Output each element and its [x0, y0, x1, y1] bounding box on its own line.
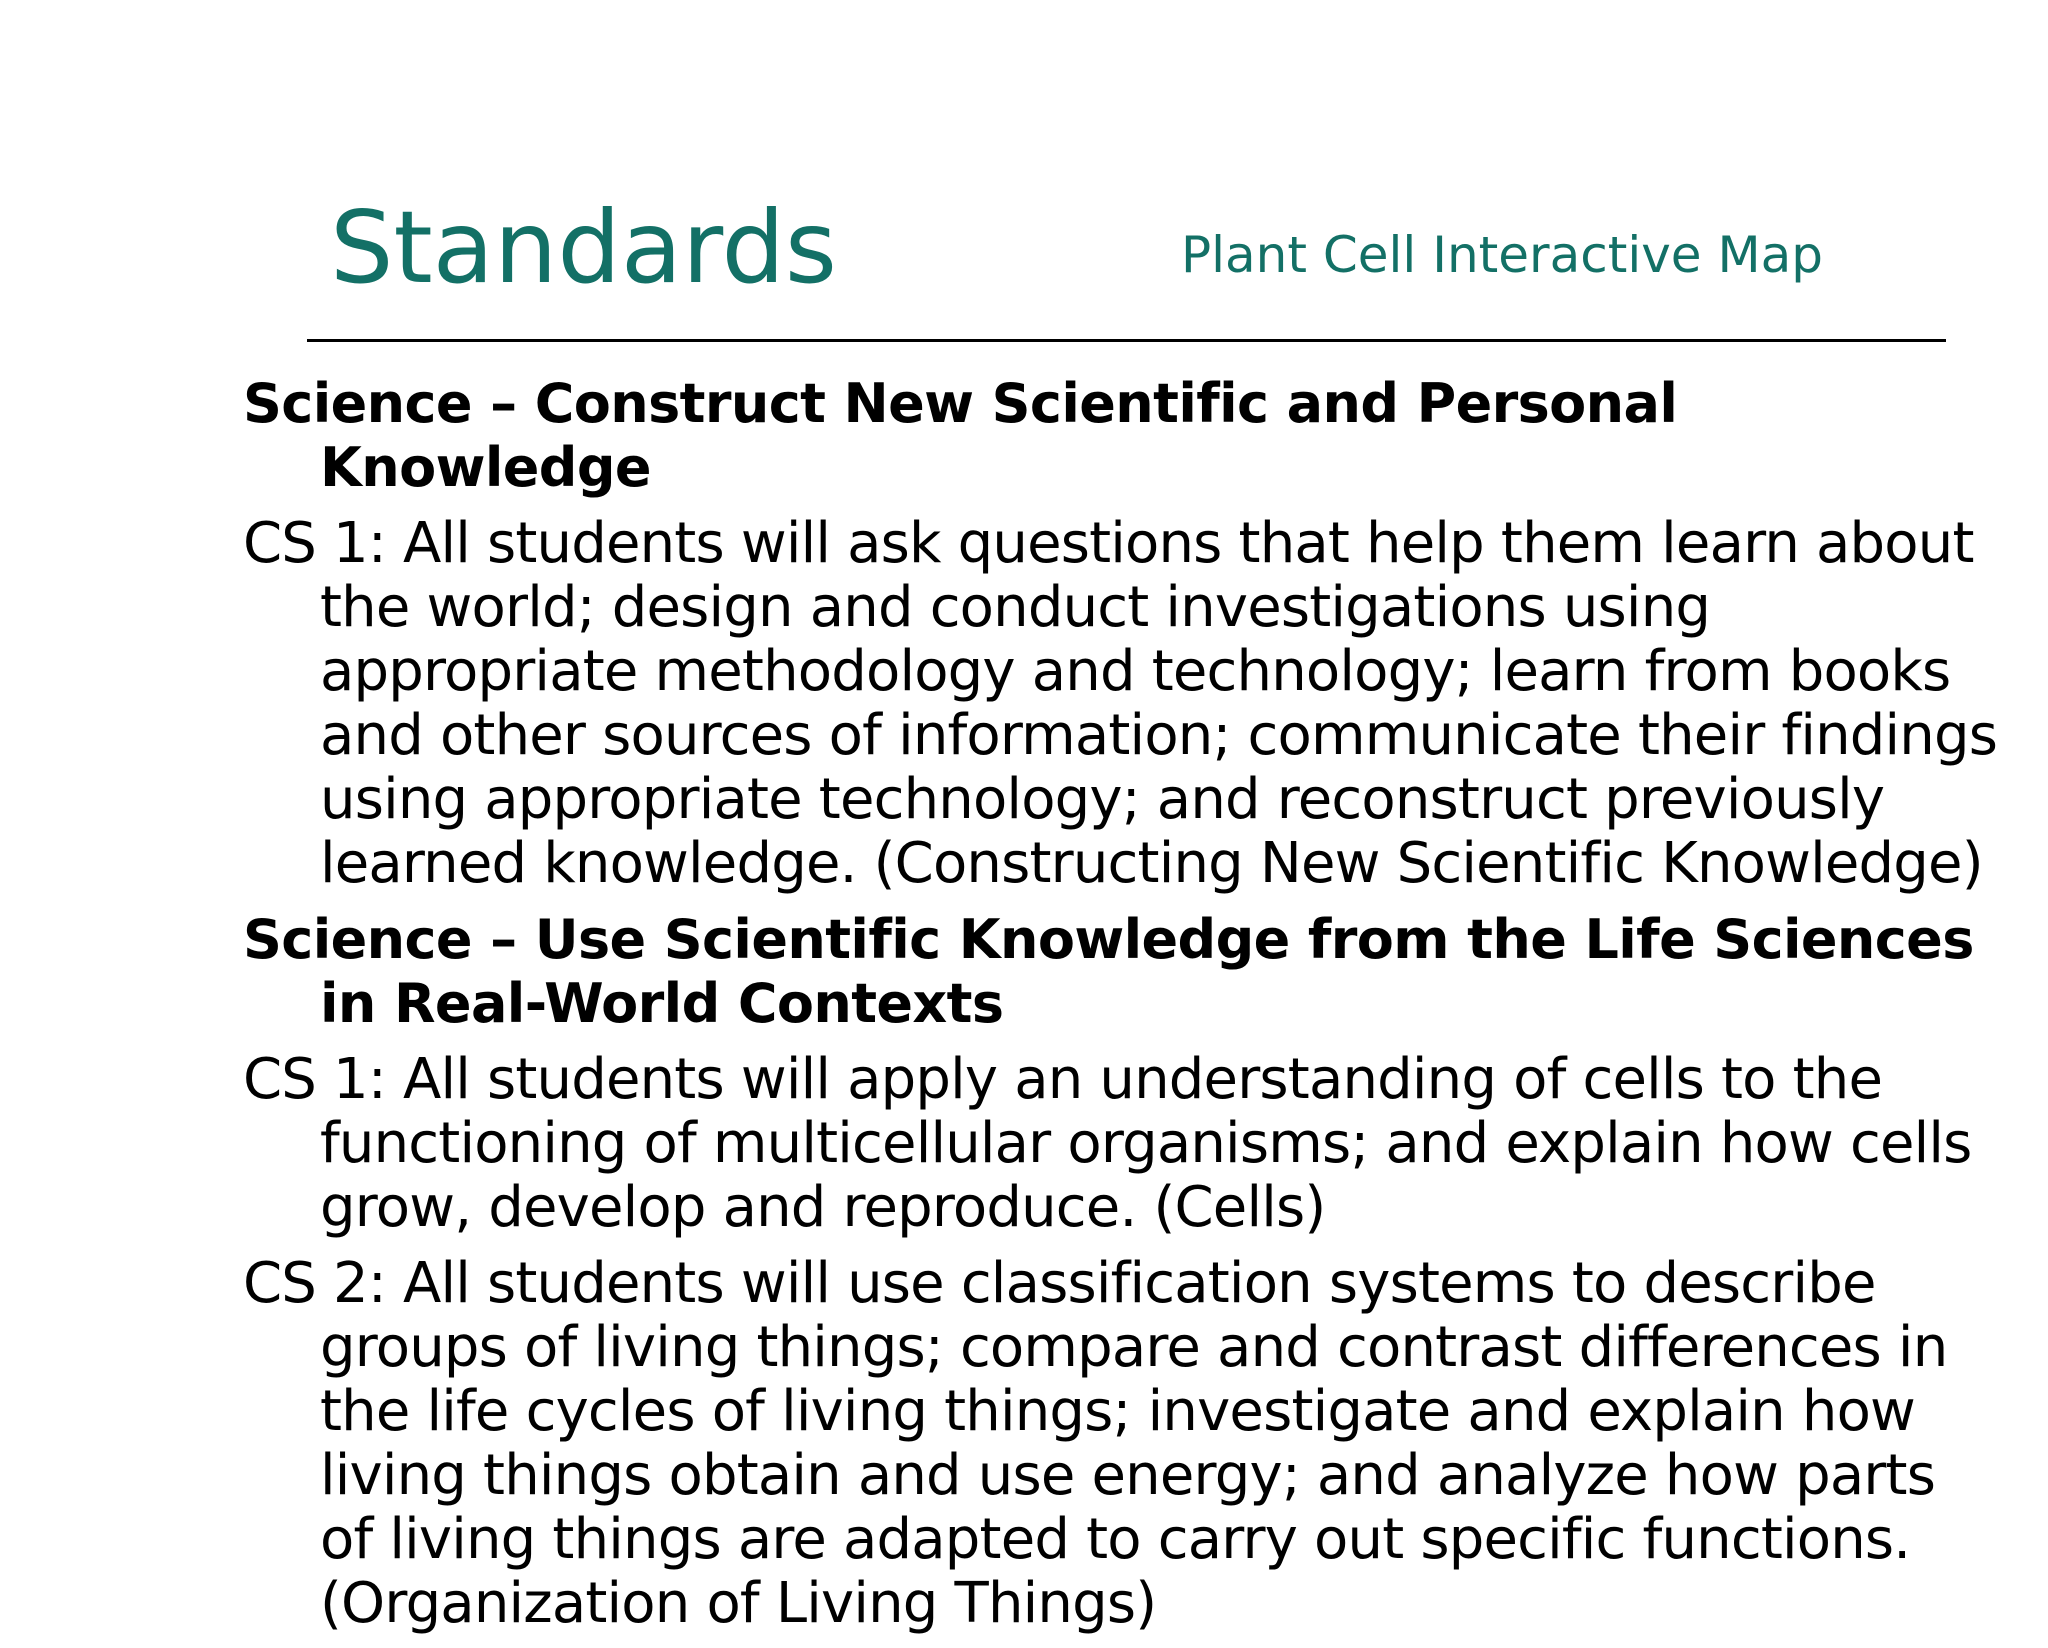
title-divider — [307, 339, 1946, 342]
standard-heading: Science – Use Scientific Knowledge from the Life Sciences in Real-World Contexts — [243, 908, 1974, 1035]
standards-body — [243, 372, 2003, 1648]
slide-subtitle: Plant Cell Interactive Map — [1181, 226, 1823, 284]
standard-item: CS 1: All students will ask questions that help them learn about the world; design and conduct investigations using appropriate methodology and technology; learn from books and other sources of information; communicate their findings using appropriate technology; and reconstruct previously learned knowledge. (Constructing New Scientific Knowledge) — [243, 511, 1998, 896]
standard-item: CS 1: All students will apply an understanding of cells to the functioning of multicellular organisms; and explain how cells grow, develop and reproduce. (Cells) — [243, 1047, 1972, 1240]
standard-item: CS 2: All students will use classification systems to describe groups of living things; compare and contrast differences in the life cycles of living things; investigate and explain how living things obtain and use energy; and analyze how parts of living things are adapted to carry out specific functions. (Organization of Living Things) — [243, 1251, 1948, 1636]
standard-heading: Science – Construct New Scientific and Personal Knowledge — [243, 372, 1678, 499]
slide-title: Standards — [330, 189, 838, 306]
